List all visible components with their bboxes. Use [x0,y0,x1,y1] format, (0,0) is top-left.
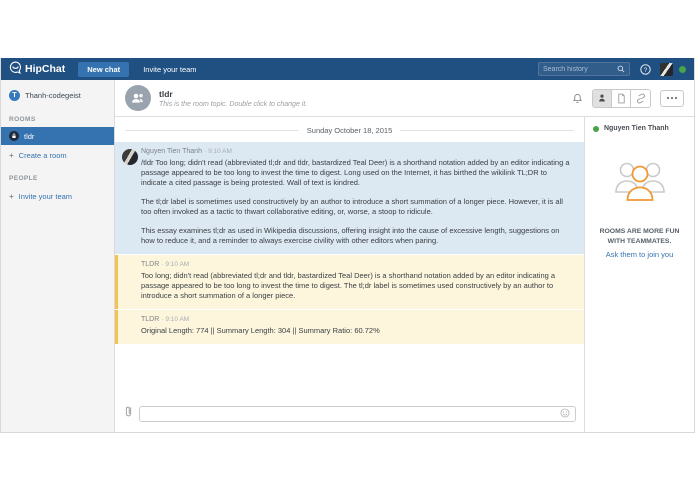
message-author[interactable]: TLDR [141,316,160,323]
user-message-avatar[interactable] [122,149,138,165]
message-paragraph: This essay examines tl;dr as used in Wikipedia discussions, offering insight into the cause of excessive length, suggestions on how to reduce it, and a reminder to always exercise civility with other editors when paring. [141,226,560,245]
message-input-row [115,400,584,432]
message-input-box [139,406,576,422]
people-section-label: PEOPLE [9,175,38,182]
teammates-illustration-icon [611,156,669,213]
plus-icon: + [9,192,14,201]
plus-icon: + [9,151,14,160]
svg-text:?: ? [643,66,648,74]
search-history-input[interactable] [543,66,617,73]
hipchat-logo[interactable] [9,61,65,77]
message-paragraph: Original Length: 774 || Summary Length: 304 || Summary Ratio: 60.72% [141,326,380,335]
message-author[interactable]: TLDR [141,261,160,268]
files-panel-button[interactable] [612,90,631,107]
links-panel-button[interactable] [631,90,650,107]
message-user: Nguyen Tien Thanh · 9:10 AM /tldr Too long; didn't read (abbreviated tl;dr and tldr, bastardized Teal Deer) is a shorthand notation added by an editor indicating a passage appeared to be too long to invest the time to digest. Long used on the Internet, it has birthed the wikilink TL;DR to indicate a cited passage is being protested. Wall of text is kindred. The tl;dr label is sometimes used constructively by an author to introduce a short summation of a longer piece. However, it is all too often invoked as a tactic to thwart collaborative editing, or, worse, a stoop to ridicule. This essay examines tl;dr as used in Wikipedia discussions, offering insight into the cause of excessive length, suggestions on how to reduce it, and a reminder to always exercise civility with other editors when paring. [115,142,584,254]
panel-toggle-group [592,89,651,108]
team-avatar: T [9,90,20,101]
search-box [538,62,630,76]
invite-team-button[interactable]: + Invite your team [9,192,73,201]
message-timestamp: 9:10 AM [208,148,232,155]
search-icon[interactable] [617,60,625,78]
message-tldr-bot-stats: TLDR · 9:10 AM Original Length: 774 || Summary Length: 304 || Summary Ratio: 60.72% [115,310,584,344]
date-divider: Sunday October 18, 2015 [125,126,574,135]
invite-your-team-link[interactable]: Invite your team [143,64,197,74]
help-icon[interactable] [640,64,651,75]
attach-file-paperclip-icon[interactable] [124,405,133,423]
rooms-section-label: ROOMS [9,116,36,123]
notifications-bell-icon[interactable] [572,93,583,104]
message-author[interactable]: Nguyen Tien Thanh [141,148,202,155]
private-room-lock-icon [9,131,19,141]
app-frame [0,58,695,433]
right-panel-people [584,117,694,432]
room-avatar[interactable] [125,85,151,111]
room-topic[interactable]: This is the room topic. Double click to change it. [159,100,308,108]
create-room-button[interactable]: + Create a room [9,151,67,160]
user-avatar[interactable] [660,63,673,76]
team-switcher[interactable] [1,87,114,107]
message-paragraph: Too long; didn't read (abbreviated tl;dr and tldr, bastardized Teal Deer) is a shorthand notation added by an editor indicating a passage appeared to be too long to invest the time to digest. The tl;dr label is sometimes used constructively by an author to introduce a short summation of a longer piece. [141,271,556,300]
presence-status-icon[interactable] [679,66,686,73]
chat-area [115,117,584,432]
message-input[interactable] [145,410,560,419]
message-paragraph: /tldr Too long; didn't read (abbreviated tl;dr and tldr, bastardized Teal Deer) is a shorthand notation added by an editor indicating a passage appeared to be too long to invest the time to digest. Long used on the Internet, it has birthed the wikilink TL;DR to indicate a cited passage is being protested. Wall of text is kindred. [141,158,570,187]
sidebar-item-room-tldr[interactable] [1,127,114,145]
top-bar [1,58,694,80]
room-name: tldr [24,131,35,141]
member-name: Nguyen Tien Thanh [604,125,669,132]
people-panel-button[interactable] [593,90,612,107]
left-sidebar [1,80,115,432]
ask-to-join-link[interactable]: Ask them to join you [605,250,674,259]
message-timestamp: 9:10 AM [165,316,190,323]
logo-text: HipChat [25,63,66,75]
message-paragraph: The tl;dr label is sometimes used constructively by an author to introduce a short summation of a longer piece. However, it is all too often invoked as a tactic to thwart collaborative editing, or, worse, a stoop to ridicule. [141,197,563,216]
message-list [115,117,584,400]
more-options-icon [667,97,669,99]
team-name: Thanh-codegeist [25,91,81,100]
message-timestamp: 9:10 AM [165,261,190,268]
new-chat-button[interactable]: New chat [78,62,129,77]
room-title: tldr [159,88,173,99]
empty-state-title: ROOMS ARE MORE FUN WITH TEAMMATES. [599,228,680,245]
room-header [115,80,694,117]
emoticon-smiley-icon[interactable] [560,405,570,423]
online-status-icon [593,126,599,132]
more-options-button[interactable] [660,90,684,107]
member-row[interactable] [585,117,694,136]
message-tldr-bot: TLDR · 9:10 AM Too long; didn't read (abbreviated tl;dr and tldr, bastardized Teal Deer) is a shorthand notation added by an editor indicating a passage appeared to be too long to invest the time to digest. The tl;dr label is sometimes used constructively by an author to introduce a short summation of a longer piece. [115,255,584,309]
hipchat-bubble-icon [9,61,22,77]
